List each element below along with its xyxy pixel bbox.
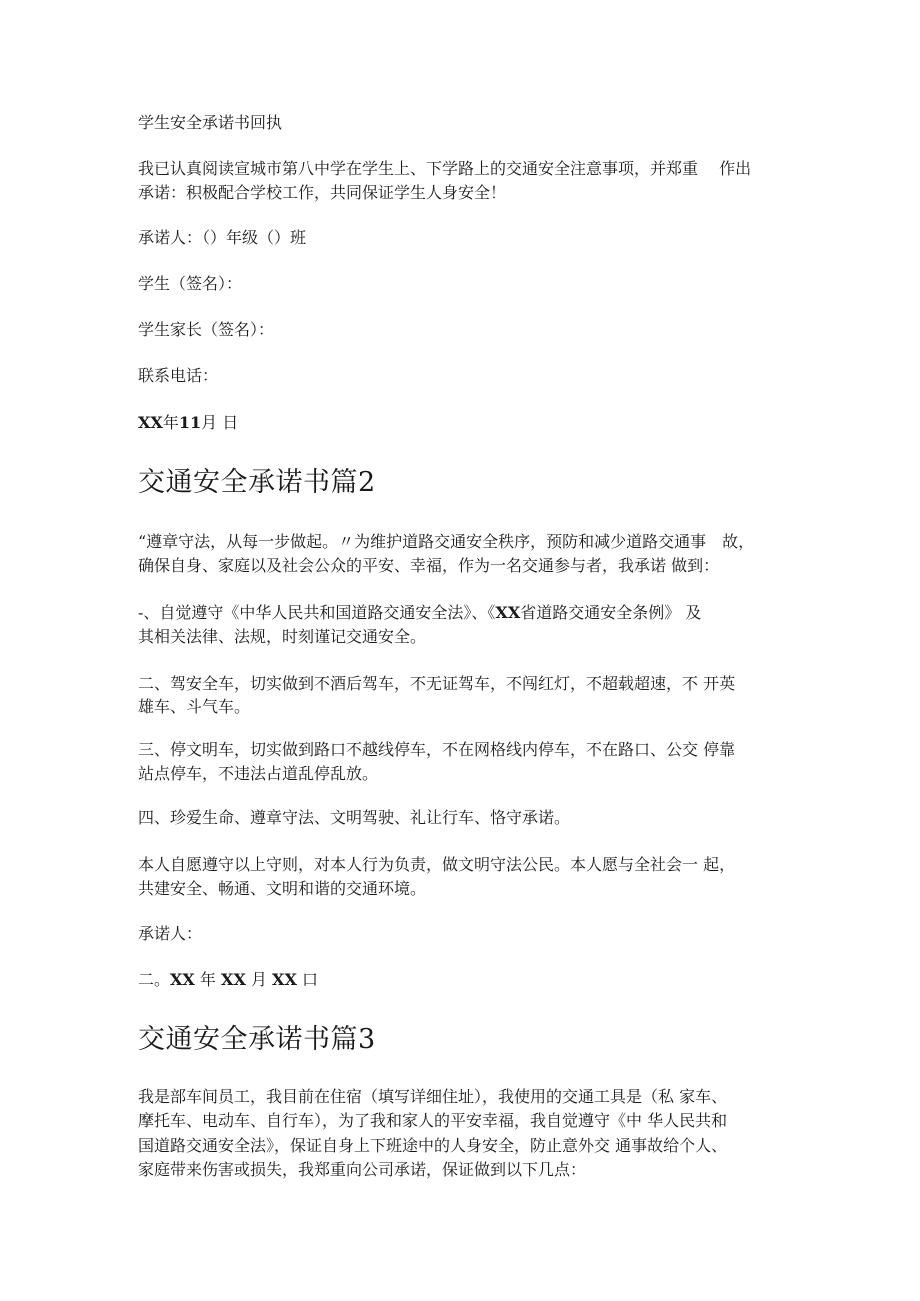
section3-line: 家庭带来伤害或损失，我郑重向公司承诺，保证做到以下几点： [138,1160,587,1179]
section3-line: 我是部车间员工，我目前在住宿（填写详细住址），我使用的交通工具是（私 家车、 [138,1087,728,1106]
receipt-paragraph-line: 承诺：积极配合学校工作，共同保证学生人身安全！ [138,183,507,202]
promiser-class-line: 承诺人：（）年级（）班 [138,228,307,247]
item-3-line: 三、停文明车，切实做到路口不越线停车，不在网格线内停车，不在路口、公交 停靠 [138,740,736,759]
item-2-line: 二、驾安全车，切实做到不酒后驾车，不无证驾车，不闯红灯，不超载超速，不 开英 [138,674,736,693]
receipt-paragraph-line: 我已认真阅读宣城市第八中学在学生上、下学路上的交通安全注意事项，并郑重 作出 [138,159,752,178]
item-4-line: 四、珍爱生命、遵章守法、文明驾驶、礼让行车、恪守承诺。 [138,808,571,827]
receipt-date: XX年11月 日 [138,413,239,432]
item-2-line: 雄车、斗气车。 [138,697,251,716]
closing-line: 本人自愿遵守以上守则，对本人行为负责，做文明守法公民。本人愿与全社会一 起， [138,855,736,874]
phone-line: 联系电话： [138,366,219,385]
intro-line: “遵章守法，从每一步做起。〃为维护道路交通安全秩序，预防和减少道路交通事 故， [138,532,755,551]
item-1-line: -、自觉遵守《中华人民共和国道路交通安全法》、《XX省道路交通安全条例》 及 [138,603,702,622]
closing-line: 共建安全、畅通、文明和谐的交通环境。 [138,879,427,898]
student-signature-line: 学生（签名）： [138,274,243,293]
section-heading-2: 交通安全承诺书篇2 [138,467,376,498]
promiser-line: 承诺人： [138,924,203,943]
parent-signature-line: 学生家长（签名）： [138,320,275,339]
section3-line: 摩托车、电动车、自行车），为了我和家人的平安幸福，我自觉遵守《中 华人民共和 [138,1111,728,1130]
section2-date: 二。XX 年 XX 月 XX 口 [138,970,318,989]
receipt-title: 学生安全承诺书回执 [138,113,283,132]
item-3-line: 站点停车，不违法占道乱停乱放。 [138,764,379,783]
section-heading-3: 交通安全承诺书篇3 [138,1024,376,1055]
item-1-line: 其相关法律、法规，时刻谨记交通安全。 [138,627,427,646]
intro-line: 确保自身、家庭以及社会公众的平安、幸福，作为一名交通参与者，我承诺 做到： [138,556,720,575]
section3-line: 国道路交通安全法》，保证自身上下班途中的人身安全，防止意外交 通事故给个人、 [138,1136,728,1155]
